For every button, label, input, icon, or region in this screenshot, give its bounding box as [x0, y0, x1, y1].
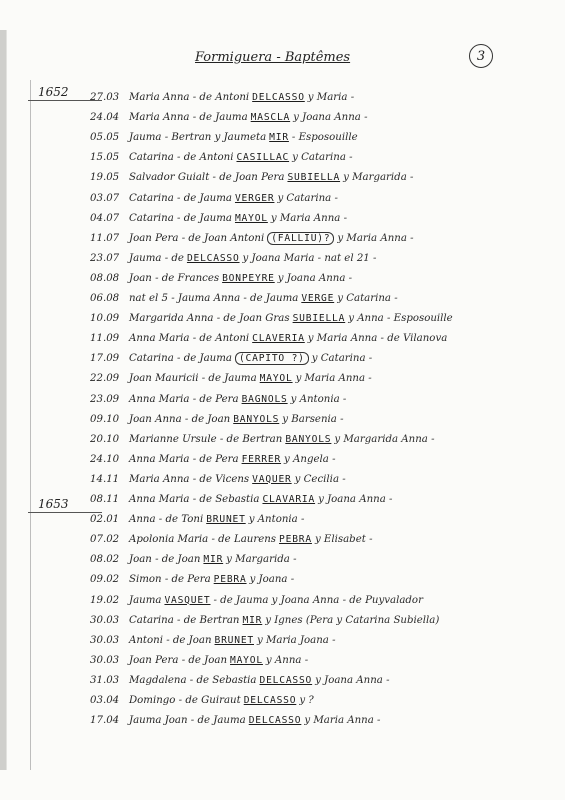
entry-details: y Antonia - — [290, 393, 347, 405]
entry-given-names: Catarina - de Antoni — [129, 151, 234, 163]
entry-details: y Antonia - — [248, 513, 305, 525]
entry-date: 14.11 — [90, 473, 120, 485]
entry-details: y Anna - Esposouille — [348, 312, 453, 324]
entry-date: 30.03 — [90, 614, 120, 626]
register-entry — [90, 470, 550, 488]
entry-given-names: Catarina - de Jauma — [129, 352, 232, 364]
entry-given-names: Jauma - de — [129, 252, 184, 264]
entry-given-names: Joan Anna - de Joan — [129, 413, 231, 425]
entry-surname: BANYOLS — [285, 433, 332, 445]
entry-details: y Margarida - — [226, 553, 297, 565]
register-entry — [90, 450, 550, 468]
entry-given-names: Jauma — [129, 594, 162, 606]
entry-given-names: Jauma - Bertran y Jaumeta — [129, 131, 267, 143]
entry-details: y ? — [299, 694, 314, 706]
entry-date: 05.05 — [90, 131, 120, 143]
register-entry — [90, 410, 550, 428]
entry-details: y Maria Joana - — [257, 634, 336, 646]
entry-given-names: Simon - de Pera — [129, 573, 211, 585]
register-entry — [90, 611, 550, 629]
entry-given-names: Catarina - de Jauma — [129, 212, 232, 224]
entry-surname: DELCASSO — [243, 694, 297, 706]
year-label: 1652 — [38, 85, 69, 99]
entry-given-names: Catarina - de Bertran — [129, 614, 240, 626]
page-binding-edge — [0, 30, 7, 770]
entry-surname: MAYOL — [259, 372, 293, 384]
entry-surname: BONPEYRE — [222, 272, 275, 284]
entry-surname: MIR — [203, 553, 224, 565]
register-entry — [90, 591, 550, 609]
entry-details: y Catarina - — [311, 352, 373, 364]
entry-details: y Margarida Anna - — [334, 433, 435, 445]
register-entry — [90, 530, 550, 548]
register-entry — [90, 711, 550, 729]
register-entry — [90, 490, 550, 508]
left-margin-rule — [30, 80, 31, 770]
entry-given-names: Maria Anna - de Vicens — [129, 473, 250, 485]
entry-details: y Joana - — [249, 573, 295, 585]
entry-date: 08.08 — [90, 272, 120, 284]
entry-given-names: Catarina - de Jauma — [129, 192, 232, 204]
register-entry — [90, 128, 550, 146]
register-entry — [90, 329, 550, 347]
entry-surname: DELCASSO — [259, 674, 313, 686]
entry-date: 03.07 — [90, 192, 120, 204]
entry-surname: VERGE — [301, 292, 335, 304]
entry-details: y Joana Anna - — [318, 493, 393, 505]
entry-surname: DELCASSO — [248, 714, 302, 726]
entry-details: y Maria Anna - — [304, 714, 381, 726]
entry-details: y Joana Anna - — [277, 272, 353, 284]
register-entry — [90, 269, 550, 287]
entry-details: y Maria Anna - — [337, 232, 414, 244]
entry-details: y Catarina - — [277, 192, 338, 204]
entry-date: 11.07 — [90, 232, 120, 244]
register-entry — [90, 309, 550, 327]
year-label: 1653 — [38, 497, 69, 511]
entry-date: 08.11 — [90, 493, 120, 505]
entry-surname: VASQUET — [164, 594, 211, 606]
entry-surname: BANYOLS — [233, 413, 280, 425]
entry-surname: BAGNOLS — [241, 393, 288, 405]
entry-surname: VERGER — [234, 192, 275, 204]
entry-surname: MAYOL — [230, 654, 263, 666]
register-entry — [90, 189, 550, 207]
entry-date: 27.03 — [90, 91, 120, 103]
entry-given-names: Anna Maria - de Sebastia — [129, 493, 260, 505]
entry-surname: (CAPITO ?) — [235, 352, 309, 365]
entry-given-names: Magdalena - de Sebastia — [129, 674, 257, 686]
register-entry — [90, 168, 550, 186]
entry-date: 19.05 — [90, 171, 120, 183]
register-entry — [90, 510, 550, 528]
entry-given-names: Salvador Guialt - de Joan Pera — [129, 171, 285, 183]
entry-surname: MAYOL — [234, 212, 268, 224]
entry-given-names: Apolonia Maria - de Laurens — [129, 533, 277, 545]
entry-surname: SUBIELLA — [292, 312, 346, 324]
entry-given-names: Joan Mauricii - de Jauma — [129, 372, 257, 384]
entry-details: y Elisabet - — [314, 533, 373, 545]
entry-surname: CASILLAC — [236, 151, 290, 163]
register-entry — [90, 108, 550, 126]
register-entry — [90, 430, 550, 448]
entry-date: 31.03 — [90, 674, 120, 686]
register-entry — [90, 229, 550, 247]
entry-given-names: Joan Pera - de Joan Antoni — [129, 232, 265, 244]
register-entry — [90, 289, 550, 307]
register-entry — [90, 651, 550, 669]
entry-surname: BRUNET — [214, 634, 254, 646]
entry-date: 17.09 — [90, 352, 120, 364]
entry-given-names: Anna Maria - de Antoni — [129, 332, 250, 344]
entry-surname: SUBIELLA — [287, 171, 341, 183]
entry-details: y Anna - — [265, 654, 309, 666]
register-entry — [90, 88, 550, 106]
entry-date: 07.02 — [90, 533, 120, 545]
entry-date: 10.09 — [90, 312, 120, 324]
entry-surname: FERRER — [241, 453, 282, 465]
register-entry — [90, 390, 550, 408]
entry-date: 02.01 — [90, 513, 120, 525]
entry-date: 09.02 — [90, 573, 120, 585]
entry-details: y Joana Anna - — [293, 111, 368, 123]
entry-date: 03.04 — [90, 694, 120, 706]
entry-date: 30.03 — [90, 634, 120, 646]
entry-date: 15.05 — [90, 151, 120, 163]
entry-given-names: Jauma Joan - de Jauma — [129, 714, 246, 726]
register-entry — [90, 671, 550, 689]
entry-details: y Joana Maria - nat el 21 - — [242, 252, 377, 264]
entry-surname: MIR — [242, 614, 263, 626]
entry-details: - Esposouille — [291, 131, 358, 143]
entry-details: - de Jauma y Joana Anna - de Puyvalador — [213, 594, 423, 606]
entry-given-names: Joan Pera - de Joan — [129, 654, 228, 666]
entry-date: 22.09 — [90, 372, 120, 384]
entry-given-names: Margarida Anna - de Joan Gras — [129, 312, 290, 324]
entry-date: 06.08 — [90, 292, 120, 304]
entry-date: 30.03 — [90, 654, 120, 666]
register-entry — [90, 148, 550, 166]
entry-given-names: Antoni - de Joan — [129, 634, 212, 646]
entry-details: y Maria Anna - — [295, 372, 372, 384]
entry-date: 23.09 — [90, 393, 120, 405]
page-number-badge: 3 — [469, 44, 493, 68]
entry-date: 04.07 — [90, 212, 120, 224]
entry-date: 09.10 — [90, 413, 120, 425]
entry-details: y Angela - — [284, 453, 336, 465]
entry-surname: MASCLA — [250, 111, 291, 123]
entry-given-names: Marianne Ursule - de Bertran — [129, 433, 283, 445]
entry-given-names: nat el 5 - Jauma Anna - de Jauma — [129, 292, 299, 304]
register-entry — [90, 631, 550, 649]
entry-given-names: Anna - de Toni — [129, 513, 204, 525]
register-entry — [90, 209, 550, 227]
entry-date: 08.02 — [90, 553, 120, 565]
entry-date: 24.10 — [90, 453, 120, 465]
entry-date: 23.07 — [90, 252, 120, 264]
entry-surname: DELCASSO — [186, 252, 240, 264]
entry-details: y Margarida - — [343, 171, 414, 183]
entry-given-names: Anna Maria - de Pera — [129, 393, 239, 405]
register-entry — [90, 349, 550, 367]
entry-given-names: Maria Anna - de Antoni — [129, 91, 250, 103]
entry-surname: BRUNET — [206, 513, 246, 525]
entry-surname: MIR — [269, 131, 289, 143]
entry-date: 17.04 — [90, 714, 120, 726]
page-title: Formiguera - Baptêmes — [195, 50, 351, 65]
register-entry — [90, 691, 550, 709]
entry-surname: (FALLIU)? — [267, 232, 334, 245]
entry-surname: DELCASSO — [252, 91, 305, 103]
entry-date: 19.02 — [90, 594, 120, 606]
entry-details: y Ignes (Pera y Catarina Subiella) — [265, 614, 440, 626]
entry-given-names: Joan - de Joan — [129, 553, 201, 565]
entry-details: y Maria Anna - de Vilanova — [307, 332, 448, 344]
entry-date: 20.10 — [90, 433, 120, 445]
entry-details: y Maria Anna - — [270, 212, 348, 224]
entry-surname: CLAVARIA — [262, 493, 316, 505]
entry-surname: CLAVERIA — [252, 332, 305, 344]
entry-details: y Joana Anna - — [315, 674, 390, 686]
entry-surname: VAQUER — [252, 473, 292, 485]
entry-given-names: Joan - de Frances — [129, 272, 220, 284]
entry-details: y Maria - — [307, 91, 355, 103]
entry-details: y Catarina - — [337, 292, 398, 304]
entry-surname: PEBRA — [213, 573, 247, 585]
entry-given-names: Anna Maria - de Pera — [129, 453, 239, 465]
entry-given-names: Maria Anna - de Jauma — [129, 111, 248, 123]
entry-date: 24.04 — [90, 111, 120, 123]
entry-surname: PEBRA — [279, 533, 312, 545]
register-entry — [90, 570, 550, 588]
entry-details: y Cecilia - — [294, 473, 346, 485]
entry-details: y Catarina - — [292, 151, 353, 163]
register-entry — [90, 249, 550, 267]
register-entry — [90, 550, 550, 568]
register-entry — [90, 369, 550, 387]
entry-date: 11.09 — [90, 332, 120, 344]
entry-details: y Barsenia - — [282, 413, 344, 425]
entry-given-names: Domingo - de Guiraut — [129, 694, 241, 706]
